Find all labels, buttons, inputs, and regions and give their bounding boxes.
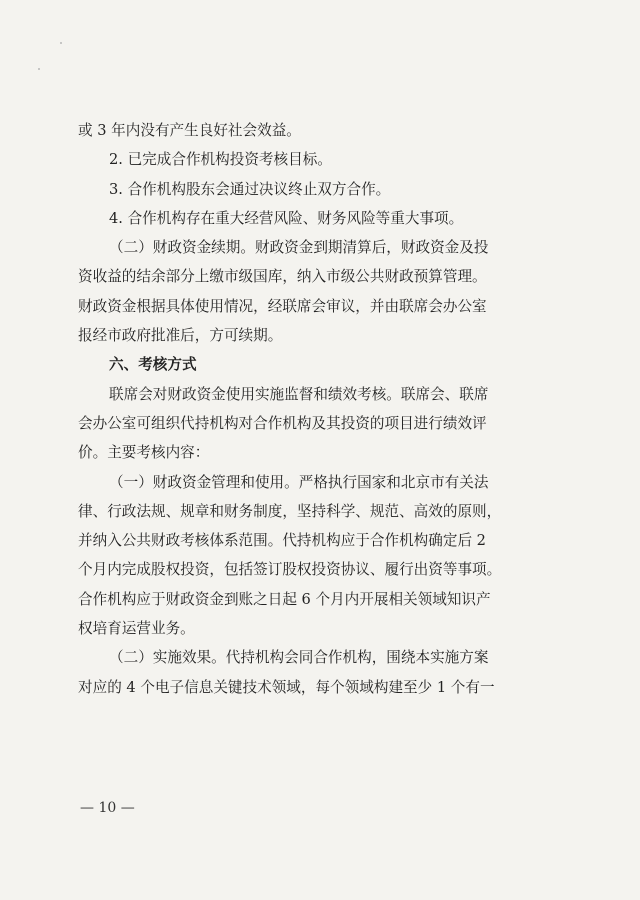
list-item: 4. 合作机构存在重大经营风险、财务风险等重大事项。 xyxy=(109,209,464,227)
body-line: 报经市政府批准后，方可续期。 xyxy=(78,327,283,345)
paragraph-start: （二）财政资金续期。财政资金到期清算后，财政资金及投 xyxy=(109,239,489,257)
body-line: 价。主要考核内容： xyxy=(78,444,210,462)
page-number: — 10 — xyxy=(80,800,135,816)
body-line: 财政资金根据具体使用情况，经联席会审议，并由联席会办公室 xyxy=(78,297,487,315)
body-line: 权培育运营业务。 xyxy=(78,620,195,638)
paragraph-start: （一）财政资金管理和使用。严格执行国家和北京市有关法 xyxy=(109,473,489,491)
body-line: 对应的 4 个电子信息关键技术领域，每个领域构建至少 1 个有一 xyxy=(78,678,495,696)
body-line: 资收益的结余部分上缴市级国库，纳入市级公共财政预算管理。 xyxy=(78,268,487,286)
scan-speck xyxy=(60,42,62,44)
paragraph-start: 联席会对财政资金使用实施监督和绩效考核。联席会、联席 xyxy=(109,385,489,403)
list-item: 3. 合作机构股东会通过决议终止双方合作。 xyxy=(109,180,391,198)
body-line: 会办公室可组织代持机构对合作机构及其投资的项目进行绩效评 xyxy=(78,414,487,432)
body-line: 律、行政法规、规章和财务制度，坚持科学、规范、高效的原则， xyxy=(78,502,502,520)
scan-speck xyxy=(38,68,40,70)
document-body xyxy=(78,116,570,702)
body-line: 个月内完成股权投资，包括签订股权投资协议、履行出资等事项。 xyxy=(78,561,502,579)
list-item: 2. 已完成合作机构投资考核目标。 xyxy=(109,151,332,169)
body-line: 或 3 年内没有产生良好社会效益。 xyxy=(78,122,301,139)
body-line: 并纳入公共财政考核体系范围。代持机构应于合作机构确定后 2 xyxy=(78,532,486,550)
section-heading: 六、考核方式 xyxy=(109,356,197,374)
paragraph-start: （二）实施效果。代持机构会同合作机构，围绕本实施方案 xyxy=(109,649,489,667)
body-line: 合作机构应于财政资金到账之日起 6 个月内开展相关领域知识产 xyxy=(78,590,491,608)
